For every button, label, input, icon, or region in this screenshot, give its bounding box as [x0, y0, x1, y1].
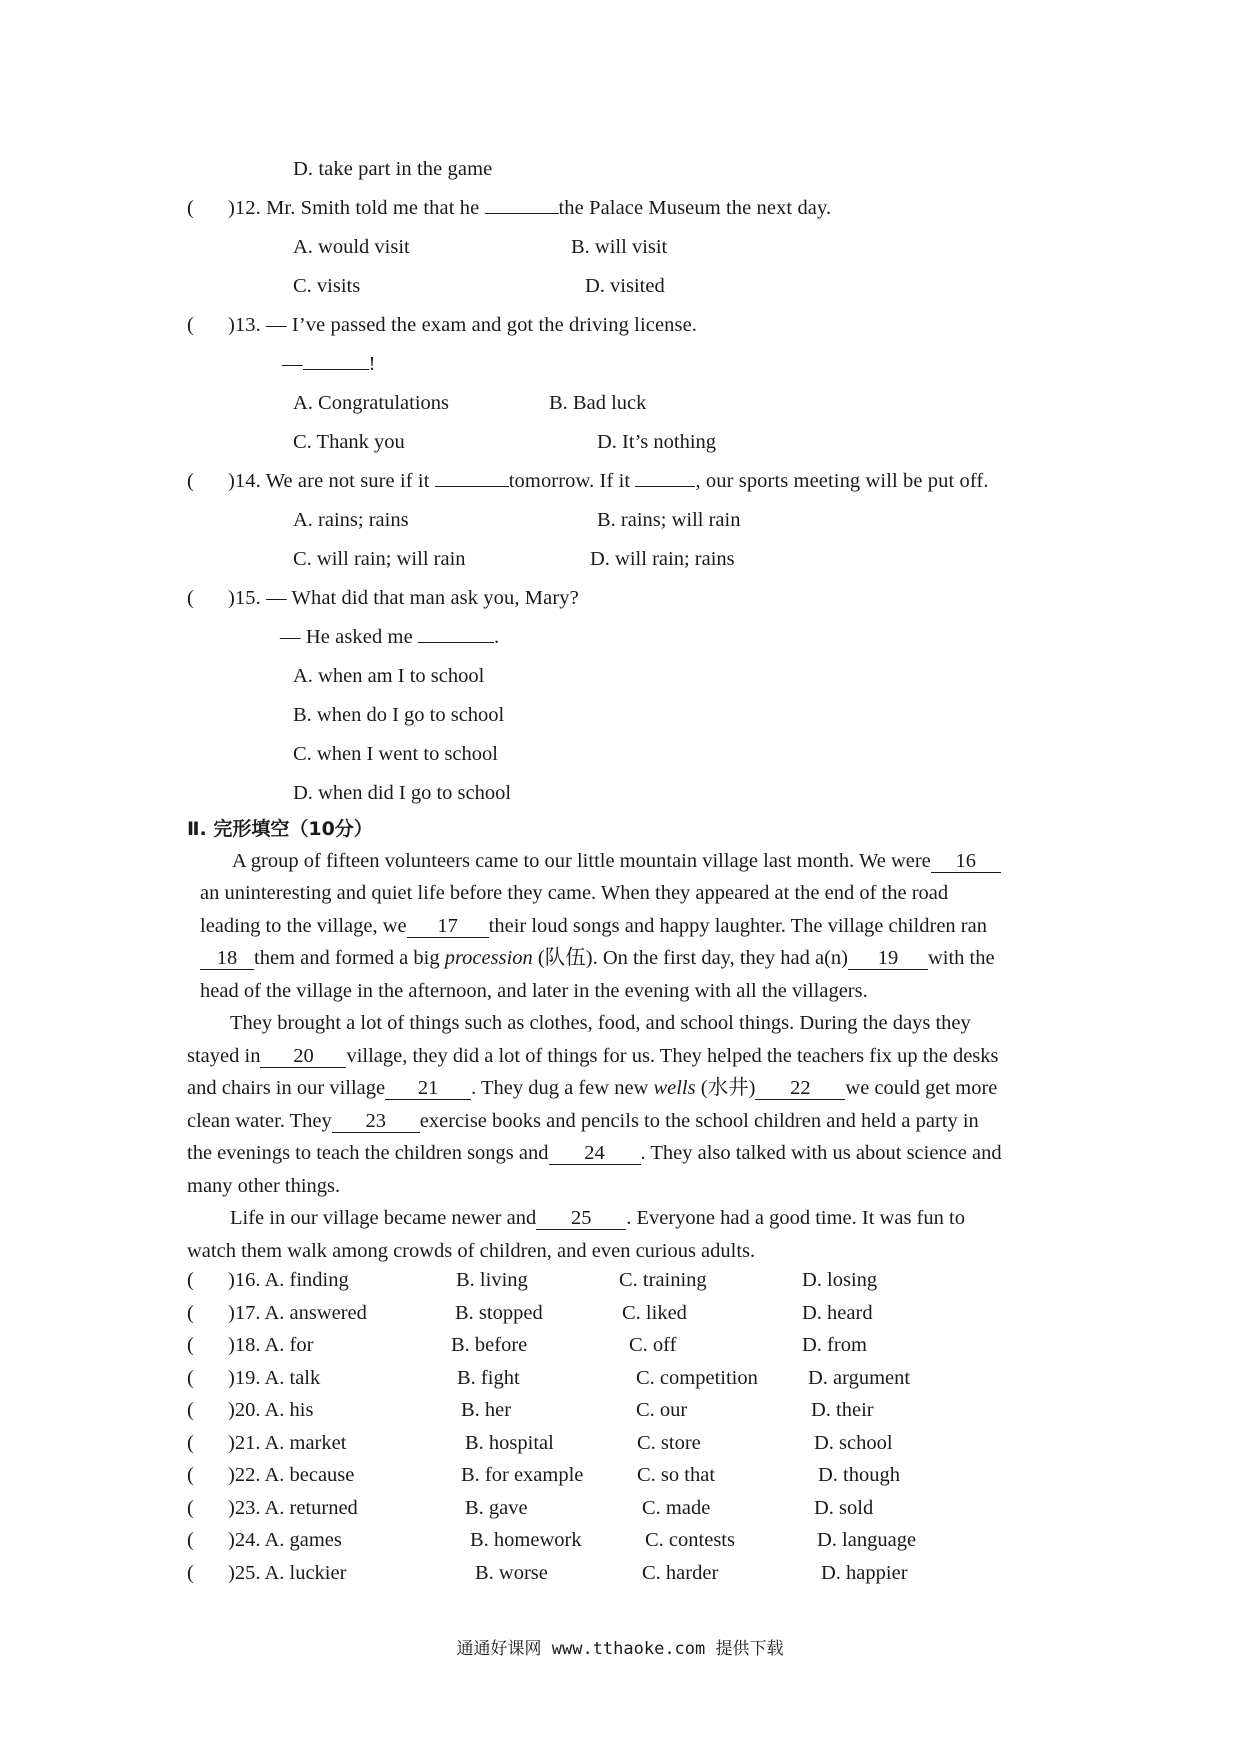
- cloze-option-d: D. losing: [802, 1269, 878, 1291]
- passage-text: village, they did a lot of things for us. They helped the teachers fix up the desks: [346, 1045, 999, 1067]
- cloze-option-c: C. harder: [642, 1561, 719, 1584]
- cloze-option-d: D. their: [811, 1399, 874, 1421]
- cloze-option-c: C. contests: [645, 1529, 735, 1551]
- q13-paren: (: [187, 314, 194, 336]
- blank-17: 17: [407, 915, 489, 938]
- passage-line: an uninteresting and quiet life before they came. When they appeared at the end of the road: [200, 882, 949, 904]
- q11-option-d: D. take part in the game: [293, 158, 493, 180]
- section-2-heading: Ⅱ. 完形填空（10分）: [187, 818, 373, 840]
- blank-25: 25: [536, 1207, 626, 1230]
- blank-22: 22: [755, 1077, 845, 1100]
- passage-text: their loud songs and happy laughter. The village children ran: [488, 915, 987, 937]
- passage-text: (队伍). On the first day, they had a(n): [532, 947, 848, 969]
- passage-text: clean water. They: [187, 1110, 332, 1132]
- blank-16: 16: [931, 850, 1001, 873]
- passage-line: [187, 1072, 997, 1105]
- q12-option-c: C. visits: [293, 275, 361, 297]
- cloze-option-b: B. living: [456, 1269, 528, 1291]
- cloze-question-option-a: )24. A. games: [228, 1529, 342, 1551]
- cloze-option-d: D. happier: [821, 1561, 908, 1584]
- cloze-question-option-a: )16. A. finding: [228, 1269, 349, 1291]
- cloze-paren: (: [187, 1464, 194, 1486]
- q14-option-a: A. rains; rains: [293, 509, 409, 531]
- q12-suffix: the Palace Museum the next day.: [558, 197, 832, 219]
- passage-text: and chairs in our village: [187, 1077, 386, 1099]
- q13-reply: [282, 351, 376, 377]
- passage-text: A group of fifteen volunteers came to our little mountain village last month. We were: [232, 850, 931, 872]
- blank-18: 18: [200, 947, 254, 970]
- cloze-option-d: D. school: [814, 1431, 893, 1454]
- q12-option-d: D. visited: [585, 275, 665, 297]
- cloze-option-d: D. though: [818, 1464, 900, 1486]
- q12-option-a: A. would visit: [293, 236, 410, 258]
- q14-mid: tomorrow. If it: [508, 470, 631, 492]
- cloze-option-c: C. training: [619, 1269, 707, 1291]
- cloze-option-b: B. gave: [465, 1496, 528, 1519]
- q13-option-a: A. Congratulations: [293, 392, 450, 414]
- cloze-option-c: C. made: [642, 1496, 711, 1519]
- passage-text: . They also talked with us about science and: [640, 1142, 1002, 1164]
- q14-option-b: B. rains; will rain: [597, 509, 741, 531]
- q15-option-c: C. when I went to school: [293, 743, 498, 765]
- cloze-question-option-a: )17. A. answered: [228, 1301, 367, 1324]
- cloze-paren: (: [187, 1496, 194, 1519]
- passage-text: them and formed a big: [254, 947, 445, 969]
- q14-paren: (: [187, 470, 194, 492]
- q12-paren: (: [187, 197, 194, 219]
- cloze-question-option-a: )25. A. luckier: [228, 1561, 347, 1584]
- italic-wells: wells: [653, 1077, 696, 1099]
- passage-text: . Everyone had a good time. It was fun to: [626, 1207, 965, 1229]
- passage-text: exercise books and pencils to the school children and held a party in: [419, 1110, 979, 1132]
- passage-line: [187, 1137, 1002, 1170]
- q13-blank: [303, 351, 369, 370]
- q14-option-c: C. will rain; will rain: [293, 548, 466, 570]
- passage-line: [230, 1202, 965, 1235]
- cloze-paren: (: [187, 1366, 194, 1389]
- passage-text: . They dug a few new: [471, 1077, 654, 1099]
- cloze-option-b: B. homework: [470, 1529, 582, 1551]
- cloze-option-c: C. store: [637, 1431, 701, 1454]
- cloze-question-option-a: )23. A. returned: [228, 1496, 358, 1519]
- cloze-paren: (: [187, 1334, 194, 1356]
- q14-stem: [228, 468, 989, 494]
- q12-blank: [485, 195, 559, 214]
- q13-dash: —: [282, 353, 303, 375]
- cloze-question-option-a: )18. A. for: [228, 1334, 314, 1356]
- cloze-option-b: B. fight: [457, 1366, 520, 1389]
- passage-text: we could get more: [845, 1077, 998, 1099]
- q14-blank-1: [435, 468, 509, 487]
- blank-24: 24: [549, 1142, 641, 1165]
- q15-paren: (: [187, 587, 194, 609]
- q15-option-a: A. when am I to school: [293, 665, 485, 687]
- q12-option-b: B. will visit: [571, 236, 668, 258]
- passage-text: Life in our village became newer and: [230, 1207, 537, 1229]
- q14-suffix: , our sports meeting will be put off.: [695, 470, 989, 492]
- cloze-question-option-a: )20. A. his: [228, 1399, 314, 1421]
- passage-text: leading to the village, we: [200, 915, 407, 937]
- cloze-option-b: B. stopped: [455, 1301, 543, 1324]
- q13-option-b: B. Bad luck: [549, 392, 647, 414]
- q13-option-c: C. Thank you: [293, 431, 405, 453]
- cloze-paren: (: [187, 1529, 194, 1551]
- cloze-option-d: D. from: [802, 1334, 867, 1356]
- q15-blank: [418, 624, 494, 643]
- cloze-option-b: B. for example: [461, 1464, 584, 1486]
- passage-line: many other things.: [187, 1175, 341, 1197]
- passage-text: the evenings to teach the children songs and: [187, 1142, 549, 1164]
- q15-reply: [280, 624, 499, 650]
- cloze-option-c: C. so that: [637, 1464, 716, 1486]
- q14-prefix: )14. We are not sure if it: [228, 470, 430, 492]
- cloze-option-c: C. our: [636, 1399, 688, 1421]
- cloze-option-d: D. sold: [814, 1496, 874, 1519]
- passage-text: with the: [927, 947, 995, 969]
- passage-text: (水井): [695, 1077, 756, 1099]
- cloze-option-b: B. worse: [475, 1561, 548, 1584]
- q14-blank-2: [635, 468, 695, 487]
- cloze-option-d: D. language: [817, 1529, 917, 1551]
- q12-stem: [228, 195, 831, 221]
- cloze-paren: (: [187, 1399, 194, 1421]
- cloze-paren: (: [187, 1561, 194, 1584]
- passage-line: [200, 910, 987, 943]
- passage-line: [187, 1105, 979, 1138]
- q15-period: .: [494, 626, 500, 648]
- cloze-paren: (: [187, 1431, 194, 1454]
- blank-19: 19: [848, 947, 928, 970]
- passage-line: [200, 942, 995, 975]
- passage-text: stayed in: [187, 1045, 261, 1067]
- passage-line: watch them walk among crowds of children, and even curious adults.: [187, 1240, 756, 1262]
- q15-option-b: B. when do I go to school: [293, 704, 505, 726]
- passage-line: They brought a lot of things such as clothes, food, and school things. During the days they: [230, 1012, 971, 1034]
- cloze-option-b: B. her: [461, 1399, 512, 1421]
- cloze-option-d: D. heard: [802, 1301, 873, 1324]
- q14-option-d: D. will rain; rains: [590, 548, 735, 570]
- blank-21: 21: [385, 1077, 471, 1100]
- cloze-option-c: C. competition: [636, 1366, 758, 1389]
- q13-exclaim: !: [368, 353, 376, 375]
- italic-procession: procession: [444, 947, 533, 969]
- passage-line: [187, 1040, 999, 1073]
- passage-line: [232, 845, 1001, 878]
- q15-stem: )15. — What did that man ask you, Mary?: [228, 587, 579, 609]
- passage-line: head of the village in the afternoon, and later in the evening with all the villagers.: [200, 980, 868, 1002]
- cloze-option-b: B. before: [451, 1334, 528, 1356]
- footer-watermark: 通通好课网 www.tthaoke.com 提供下载: [456, 1639, 784, 1659]
- cloze-option-c: C. liked: [622, 1301, 687, 1324]
- cloze-paren: (: [187, 1301, 194, 1324]
- q15-reply-prefix: — He asked me: [280, 626, 413, 648]
- cloze-question-option-a: )22. A. because: [228, 1464, 355, 1486]
- q15-option-d: D. when did I go to school: [293, 782, 512, 804]
- q13-option-d: D. It’s nothing: [597, 431, 717, 453]
- q13-stem: )13. — I’ve passed the exam and got the driving license.: [228, 314, 697, 336]
- cloze-question-option-a: )19. A. talk: [228, 1366, 321, 1389]
- cloze-option-b: B. hospital: [465, 1431, 554, 1454]
- cloze-option-d: D. argument: [808, 1366, 911, 1389]
- blank-23: 23: [332, 1110, 420, 1133]
- cloze-paren: (: [187, 1269, 194, 1291]
- cloze-question-option-a: )21. A. market: [228, 1431, 347, 1454]
- blank-20: 20: [260, 1045, 346, 1068]
- cloze-option-c: C. off: [629, 1334, 677, 1356]
- q12-prefix: )12. Mr. Smith told me that he: [228, 197, 480, 219]
